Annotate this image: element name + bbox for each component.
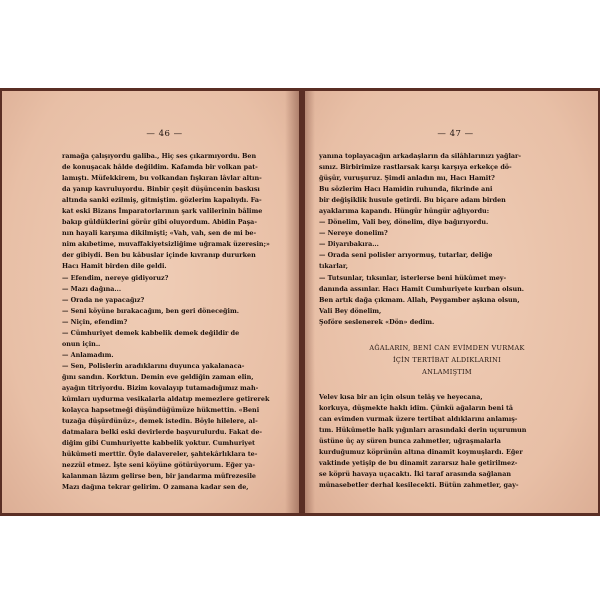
text-line: sınız. Birbirimize rastlarsak karşı karşıya erkekçe dö- — [319, 163, 512, 172]
text-line: — Diyarıbakıra... — [319, 240, 379, 249]
text-line: münasebetler derhal kesilecekti. Bütün zahmetler, gay- — [319, 481, 519, 490]
text-line: — Dönelim, Vali bey, dönelim, diye bağırıyordu. — [319, 218, 489, 227]
text-line: Şoföre seslenerek «Dön» dedim. — [319, 317, 435, 326]
text-line: — Sen, Polislerin aradıklarını duyunca yakalanaca- — [62, 361, 245, 370]
text-line: Vali Bey dönelim, — [319, 306, 382, 315]
text-line: ANLAMIŞTIM — [422, 367, 472, 376]
text-line: ayağın titriyordu. Bizim kovalayıp tutamadığımız mah- — [62, 383, 259, 392]
text-line: kat eski Bizans İmparatorlarının şark valilerinin bâlime — [62, 207, 263, 216]
text-line: onun için.. — [62, 339, 101, 348]
text-line: kalanman lâzım gelirse ben, bir jandarma müfrezesile — [62, 472, 256, 481]
text-block — [319, 392, 575, 491]
text-line: vaktinde yetişip de bu dinamit zararsız hale getirilmez- — [319, 459, 518, 468]
text-line: da yanıp kavruluyordu. Binbir çeşit düşüncenin baskısı — [62, 185, 260, 194]
text-line: danında assınlar. Hacı Hamit Cumhuriyete kurban olsun. — [319, 284, 524, 293]
text-line: Mazı dağına tekrar gelirim. O zamana kadar sen de, — [62, 483, 249, 492]
text-line: nim akıbetime, muvaffakiyetsizliğime uğramak üzeresin;» — [62, 240, 270, 249]
text-line: der gibiydi. Ben bu kâbuslar içinde kıvranıp dururken — [62, 251, 256, 260]
text-line: diğim gibi Cumhuriyette kabbelik yoktur. Cumhuriyet — [62, 439, 255, 448]
text-line: tıkarlar, — [319, 262, 349, 271]
text-line: — Orada seni polisler arıyormuş, tutarlar, deliğe — [319, 251, 493, 260]
text-line: — Niçin, efendim? — [62, 317, 128, 326]
gutter-shadow — [305, 91, 315, 513]
text-line: tım. Hükûmetle halk yığınları arasındaki derin uçurumun — [319, 425, 527, 434]
text-line: can evimden vurmak üzere tertibat aldıklarını anlamış- — [319, 414, 518, 423]
text-line: — Orada ne yapacağız? — [62, 295, 145, 304]
text-line: kolayca hapsetmeği düşündüğümüze hükmettin. «Beni — [62, 406, 260, 415]
text-line: — Efendim, nereye gidiyoruz? — [62, 273, 169, 282]
text-line: — Nereye donelim? — [319, 229, 388, 238]
text-line: tuzağa düşürdünüz», demek istedin. Böyle hilelere, al- — [62, 417, 258, 426]
text-line: Hacı Hamit birden dile geldi. — [62, 262, 167, 271]
book-spread — [0, 88, 600, 516]
text-line: Ben artık dağa çıkmam. Allah, Peygamber aşkına olsun, — [319, 295, 520, 304]
right-page — [305, 91, 598, 513]
text-line: lamıştı. Müfekkirem, bu volkandan fışkıran lâvlar altın- — [62, 174, 262, 183]
text-line: — Mazı dağına... — [62, 284, 122, 293]
text-line: üstüne üç ay süren bunca zahmetler, uğraşmalarla — [319, 436, 501, 445]
text-line: yanına toplayacağın arkadaşların da silâhlarınızı yağlar- — [319, 152, 522, 160]
text-line: bir değişiklik husule getirdi. Bu biçare adam birden — [319, 196, 506, 205]
text-line: nın hayali karşıma dikilmişti; «Vah, vah, sen de mi be- — [62, 229, 257, 238]
left-page — [2, 91, 299, 513]
text-line: hükûmeti merttir. Öyle dalavereler, şahtekârlıklara te- — [62, 450, 258, 459]
right-page-text — [319, 151, 575, 491]
section-heading — [319, 342, 575, 378]
text-line: se köprü havaya uçacaktı. İki taraf arasında sağlanan — [319, 470, 511, 479]
text-line: ayaklarıma kapandı. Hüngür hüngür ağlıyordu: — [319, 207, 490, 216]
text-line: nezzül etmez. İşte seni köyüne götürüyorum. Eğer ya- — [62, 461, 256, 470]
text-line: ramağa çalışıyordu galiba., Hiç ses çıkarmıyordu. Ben — [62, 152, 257, 160]
text-line: korkuya, düşmekte haklı idim. Çünkü ağaların beni tâ — [319, 403, 514, 412]
gutter-shadow — [285, 91, 299, 513]
text-line: İÇİN TERTİBAT ALDIKLARINI — [392, 355, 501, 364]
text-line: ğını sandın. Korktun. Demin eve geldiğin zaman elin, — [62, 372, 254, 381]
text-line: datmalara belki eski devirlerde başvurulurdu. Fakat de- — [62, 428, 263, 437]
left-page-text — [62, 151, 277, 493]
text-line: — Tutsunlar, tıksınlar, isterlerse beni hükûmet mey- — [319, 273, 507, 282]
text-line: AĞALARIN, BENİ CAN EVİMDEN VURMAK — [369, 343, 525, 352]
page-number: — 47 — — [437, 129, 474, 139]
page-number: — 46 — — [146, 129, 183, 139]
text-line: altında sanki ezilmiş, gitmiştim. gözlerim kapalıydı. Fa- — [62, 196, 262, 205]
text-line: — Seni köyüne bırakacağım, ben geri döneceğim. — [62, 306, 239, 315]
text-line: ğüşür, vuruşuruz. Şimdi anladın mı, Hacı Hamit? — [319, 174, 495, 183]
text-line: kûmları uydurma vesikalarla aldatıp memezlere getirerek — [62, 395, 270, 404]
text-line: Velev kısa bir an için olsun telâş ve heyecana, — [319, 392, 483, 401]
text-block — [319, 151, 575, 328]
text-line: Bu sözlerim Hacı Hamidin ruhunda, fikrinde ani — [319, 185, 493, 194]
text-line: de konuşacak hâlde değildim. Kafamda bir volkan pat- — [62, 163, 258, 172]
text-line: — Cümhuriyet demek kabbelik demek değildir de — [62, 328, 240, 337]
text-line: — Anlamadım. — [62, 350, 114, 359]
text-line: kurduğumuz köprünün altına dinamit koymuşlardı. Eğer — [319, 447, 523, 456]
text-line: bakıp güldüklerini görür gibi oluyordum. Abidin Paşa- — [62, 218, 257, 227]
